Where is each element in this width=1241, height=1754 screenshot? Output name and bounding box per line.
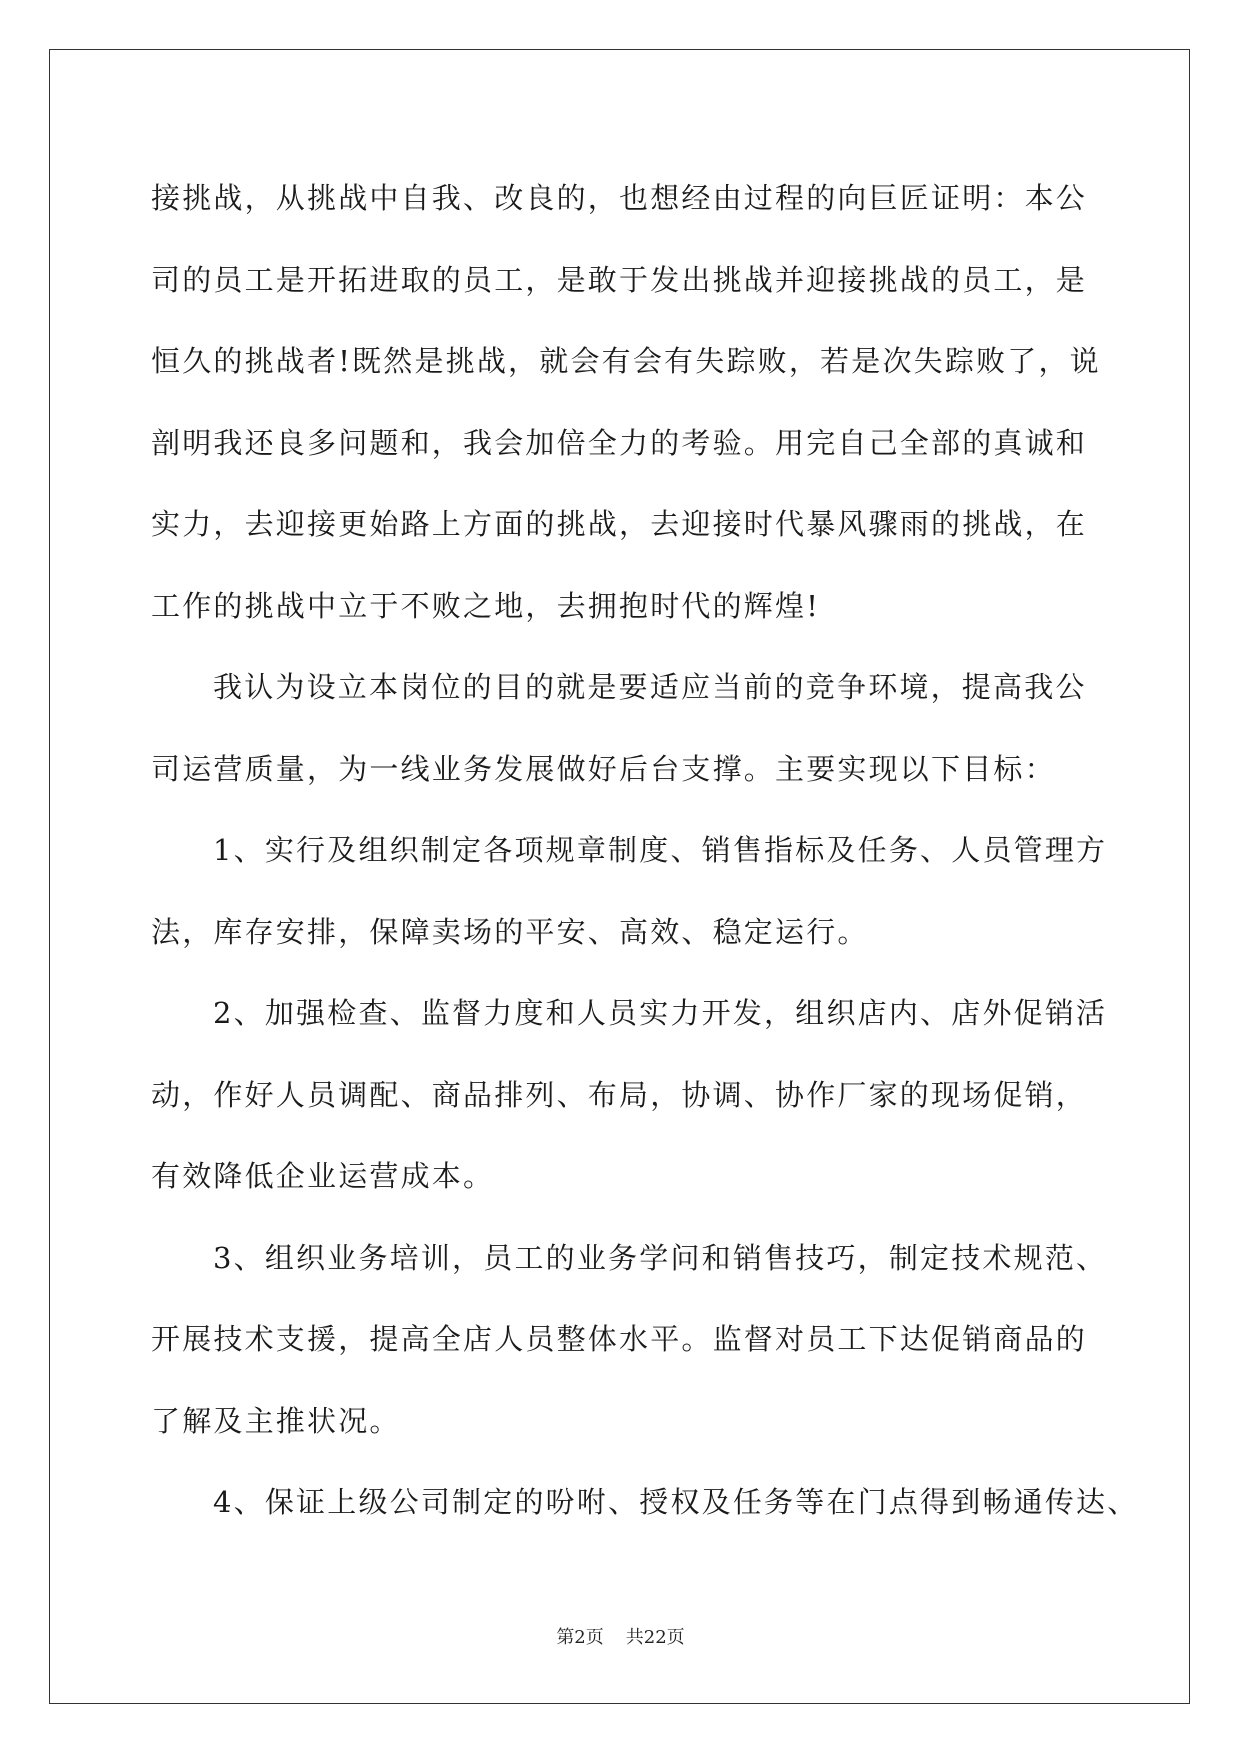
- text-line: 1、实行及组织制定各项规章制度、销售指标及任务、人员管理方: [213, 833, 1108, 867]
- page-footer: [0, 1623, 1241, 1649]
- text-line: 恒久的挑战者!既然是挑战，就会有会有失踪败，若是次失踪败了，说: [151, 344, 1101, 378]
- page-total: 共22页: [625, 1627, 685, 1648]
- document-body: [151, 158, 1139, 1544]
- text-line: 有效降低企业运营成本。: [151, 1159, 495, 1193]
- text-line: 司运营质量，为一线业务发展做好后台支撑。主要实现以下目标：: [151, 751, 1056, 786]
- text-line: 2、加强检查、监督力度和人员实力开发，组织店内、店外促销活: [213, 996, 1108, 1030]
- text-line: 法，库存安排，保障卖场的平安、高效、稳定运行。: [151, 914, 869, 949]
- text-line: 3、组织业务培训，员工的业务学问和销售技巧，制定技术规范、: [213, 1240, 1108, 1275]
- page-number: 第2页: [556, 1627, 604, 1648]
- text-line: 动，作好人员调配、商品排列、布局，协调、协作厂家的现场促销，: [151, 1077, 1088, 1112]
- text-line: 4、保证上级公司制定的吩咐、授权及任务等在门点得到畅通传达、: [213, 1485, 1139, 1519]
- text-line: 了解及主推状况。: [151, 1403, 401, 1438]
- text-line: 工作的挑战中立于不败之地，去拥抱时代的辉煌!: [151, 588, 821, 623]
- text-line: 司的员工是开拓进取的员工，是敢于发出挑战并迎接挑战的员工，是: [151, 262, 1088, 297]
- text-line: 实力，去迎接更始路上方面的挑战，去迎接时代暴风骤雨的挑战，在: [151, 507, 1088, 541]
- text-line: 剖明我还良多问题和，我会加倍全力的考验。用完自己全部的真诚和: [151, 425, 1088, 460]
- text-line: 接挑战，从挑战中自我、改良的，也想经由过程的向巨匠证明：本公: [151, 181, 1088, 215]
- text-line: 开展技术支援，提高全店人员整体水平。监督对员工下达促销商品的: [151, 1322, 1088, 1356]
- text-line: 我认为设立本岗位的目的就是要适应当前的竞争环境，提高我公: [213, 670, 1087, 704]
